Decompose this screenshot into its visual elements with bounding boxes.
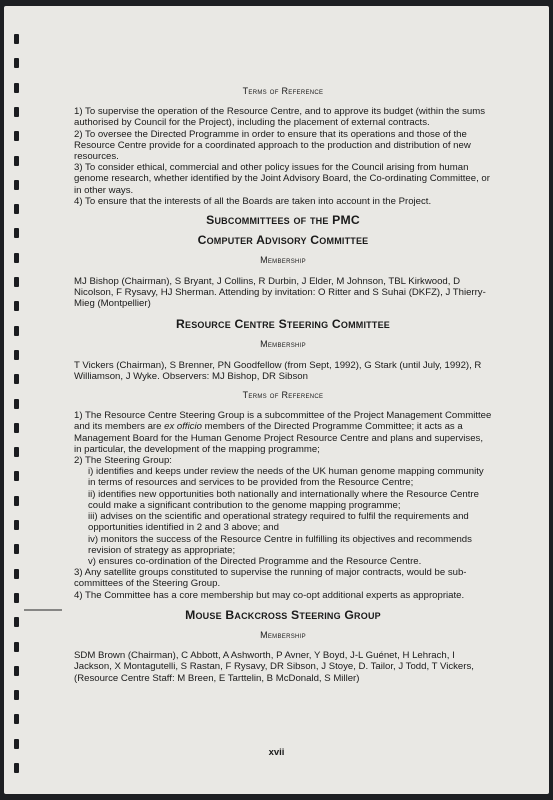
binding-hole: [14, 423, 19, 433]
binding-hole: [14, 374, 19, 384]
binding-hole: [14, 617, 19, 627]
tor-item: 4) To ensure that the interests of all the Boards are taken into account in the Project.: [74, 195, 432, 207]
steering-group-subitem: iv) monitors the success of the Resource Centre in fulfilling its objectives and recommends revision of strategy as appropriate;: [88, 533, 472, 556]
binding-hole: [14, 763, 19, 773]
rcsc-members: T Vickers (Chairman), S Brenner, PN Goodfellow (from Sept, 1992), G Stark (until July, 1992), R Williamson, J Wyke. Observers: MJ Bishop, DR Sibson: [74, 359, 482, 382]
tor-item: 2) To oversee the Directed Programme in order to ensure that its operations and those of the Resource Centre provide for a coordinated approach to the production and distribution of new resources.: [74, 128, 471, 163]
steering-group-subitem: ii) identifies new opportunities both nationally and internationally where the Resource Centre could make a significant contribution to the genome mapping programme;: [88, 488, 479, 511]
binding-hole: [14, 593, 19, 603]
rcsc-term-item-4: 4) The Committee has a core membership but may co-opt additional experts as appropriate.: [74, 589, 465, 601]
binding-hole: [14, 520, 19, 530]
mouse-backcross-steering-group-heading: Mouse Backcross Steering Group: [185, 607, 381, 622]
mbsg-members: SDM Brown (Chairman), C Abbott, A Ashworth, P Avner, Y Boyd, J-L Guénet, H Lehrach, I Jackson, X Montagutelli, S Rastan, F Rysavy, DR Sibson, J Stoye, D. Tailor, J Todd, T Vickers, (Resource Centre Staff: M Breen, E Tarttelin, B McDonald, S Miller): [74, 650, 474, 684]
binding-hole: [14, 399, 19, 409]
rcsc-term-item-1: 1) The Resource Centre Steering Group is a subcommittee of the Project Management Committee and its members are ex officio members of the Directed Programme Committee; it acts as a Management Board for the Human Genome Project Resource Centre and plans and supervises, in particular, the development of the mapping programme;: [74, 410, 492, 455]
binding-hole: [14, 228, 19, 238]
binding-hole: [14, 666, 19, 676]
binding-hole: [14, 58, 19, 68]
scan-mark: [24, 609, 62, 611]
resource-centre-steering-committee-heading: Resource Centre Steering Committee: [175, 317, 390, 332]
subcommittees-heading: Subcommittees of the PMC: [206, 213, 360, 228]
cac-members: MJ Bishop (Chairman), S Bryant, J Collins, R Durbin, J Elder, M Johnson, TBL Kirkwood, D Nicolson, F Rysavy, HJ Sherman. Attending by invitation: O Ritter and S Suhai (DKFZ), J Thierry-Mieg (Montpellier): [74, 275, 486, 310]
rcsc-terms-list: [74, 410, 492, 600]
binding-hole: [14, 180, 19, 190]
binding-hole: [14, 471, 19, 481]
mbsg-membership-heading: Membership: [260, 629, 306, 640]
rcsc-term-item-2: 2) The Steering Group:: [74, 455, 172, 467]
binding-hole: [14, 690, 19, 700]
binding-hole: [14, 277, 19, 287]
binding-hole: [14, 107, 19, 117]
binding-hole: [14, 642, 19, 652]
tor-item: 3) To consider ethical, commercial and other policy issues for the Council arising from human genome research, whether identified by the Joint Advisory Board, the Co-ordinating Committee, or in other ways.: [74, 162, 490, 196]
binding-hole: [14, 131, 19, 141]
ex-officio-text: ex officio: [164, 421, 202, 433]
binding-hole: [14, 496, 19, 506]
binding-hole: [14, 253, 19, 263]
document-page: [4, 6, 549, 794]
page-content: [74, 86, 492, 684]
tor-item: 1) To supervise the operation of the Resource Centre, and to approve its budget (within the sums authorised by Council for the Project), including the placement of external contracts.: [74, 106, 485, 129]
rcsc-terms-of-reference-heading: Terms of Reference: [242, 390, 324, 401]
cac-membership-heading: Membership: [260, 255, 306, 266]
steering-group-subitem: iii) advises on the scientific and operational strategy required to fulfil the requirements and opportunities identified in 2 and 3 above; and: [88, 511, 469, 534]
steering-group-subitem: v) ensures co-ordination of the Directed Programme and the Resource Centre.: [88, 555, 422, 567]
binding-hole: [14, 447, 19, 457]
binding-hole: [14, 301, 19, 311]
binding-hole: [14, 350, 19, 360]
binding-hole: [14, 156, 19, 166]
binding-hole: [14, 204, 19, 214]
binding-hole: [14, 326, 19, 336]
rcsc-term-item-3: 3) Any satellite groups constituted to supervise the running of major contracts, would be sub-committees of the Steering Group.: [74, 567, 467, 590]
binding-hole: [14, 569, 19, 579]
binding-hole: [14, 714, 19, 724]
terms-of-reference-heading: Terms of Reference: [242, 86, 324, 96]
binding-hole: [14, 83, 19, 93]
page-number: xvii: [268, 747, 285, 758]
rcsc-membership-heading: Membership: [260, 339, 306, 350]
binding-holes: [14, 34, 20, 794]
computer-advisory-committee-heading: Computer Advisory Committee: [197, 233, 369, 248]
binding-hole: [14, 34, 19, 44]
binding-hole: [14, 544, 19, 554]
terms-of-reference-list: [74, 106, 492, 207]
steering-group-subitem: i) identifies and keeps under review the needs of the UK human genome mapping community in terms of resources and services to be provided from the Resource Centre;: [88, 466, 484, 489]
